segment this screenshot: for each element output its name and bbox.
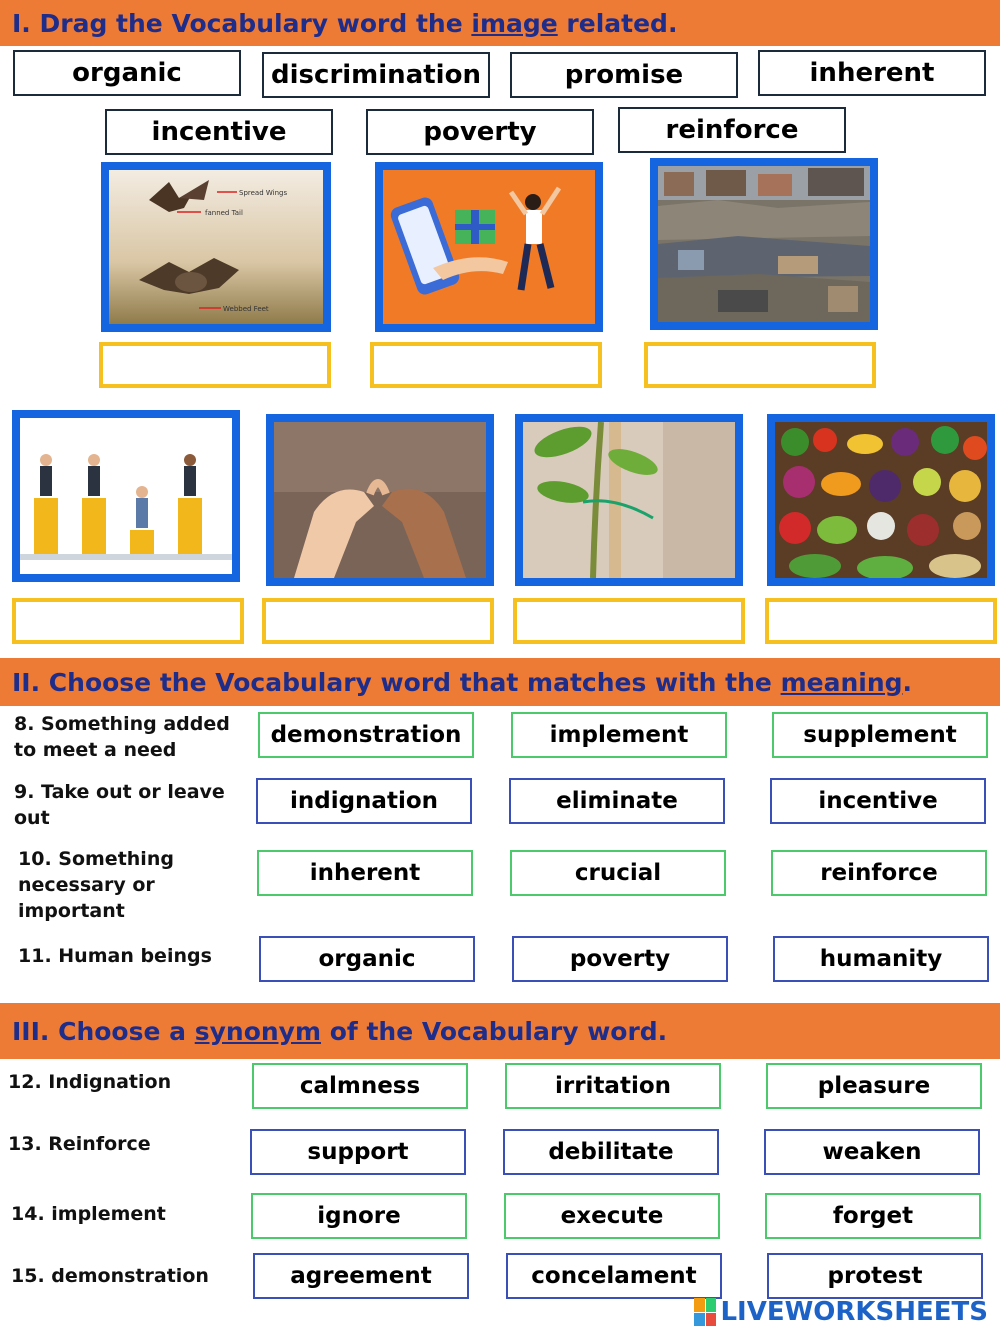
section-1-title-prefix: I. Drag the Vocabulary word the <box>12 8 472 38</box>
q9-option-2[interactable]: eliminate <box>509 778 725 824</box>
bird-label-feet: Webbed Feet <box>223 305 269 313</box>
q10-option-1[interactable]: inherent <box>257 850 473 896</box>
q15-option-1[interactable]: agreement <box>253 1253 469 1299</box>
section-3-title-prefix: III. Choose a <box>12 1016 195 1046</box>
question-14-text: 14. implement <box>11 1203 166 1225</box>
q11-option-1[interactable]: organic <box>259 936 475 982</box>
section-2-title-prefix: II. Choose the Vocabulary word that matches with the <box>12 667 781 697</box>
section-2-title-suffix: . <box>902 667 913 697</box>
q10-option-3[interactable]: reinforce <box>771 850 987 896</box>
question-13-text: 13. Reinforce <box>8 1133 151 1155</box>
plant-stake-image <box>515 414 743 586</box>
drop-box-6[interactable] <box>513 598 745 644</box>
drop-box-2[interactable] <box>370 342 602 388</box>
q14-option-2[interactable]: execute <box>504 1193 720 1239</box>
section-2-header <box>0 658 1000 706</box>
q14-option-1[interactable]: ignore <box>251 1193 467 1239</box>
liveworksheets-mark-icon <box>694 1298 716 1326</box>
word-reinforce[interactable]: reinforce <box>618 107 846 153</box>
drop-box-7[interactable] <box>765 598 997 644</box>
word-organic[interactable]: organic <box>13 50 241 96</box>
question-11-text: 11. Human beings <box>18 945 212 967</box>
q13-option-3[interactable]: weaken <box>764 1129 980 1175</box>
q15-option-3[interactable]: protest <box>767 1253 983 1299</box>
q11-option-3[interactable]: humanity <box>773 936 989 982</box>
word-poverty[interactable]: poverty <box>366 109 594 155</box>
organic-vegetables-image <box>767 414 995 586</box>
q13-option-2[interactable]: debilitate <box>503 1129 719 1175</box>
drop-box-4[interactable] <box>12 598 244 644</box>
q8-option-1[interactable]: demonstration <box>258 712 474 758</box>
q12-option-1[interactable]: calmness <box>252 1063 468 1109</box>
drop-box-3[interactable] <box>644 342 876 388</box>
q12-option-3[interactable]: pleasure <box>766 1063 982 1109</box>
q14-option-3[interactable]: forget <box>765 1193 981 1239</box>
section-1-title-link: image <box>471 8 558 38</box>
word-incentive[interactable]: incentive <box>105 109 333 155</box>
q11-option-2[interactable]: poverty <box>512 936 728 982</box>
question-10-text: 10. Something necessary or important <box>18 848 174 922</box>
question-9-text: 9. Take out or leave out <box>14 781 225 829</box>
word-inherent[interactable]: inherent <box>758 50 986 96</box>
liveworksheets-logo-text: LIVEWORKSHEETS <box>720 1297 988 1327</box>
reward-gift-image <box>375 162 603 332</box>
question-12-text: 12. Indignation <box>8 1071 172 1093</box>
section-1-header <box>0 0 1000 46</box>
section-3-title-link: synonym <box>194 1016 322 1046</box>
q8-option-2[interactable]: implement <box>511 712 727 758</box>
question-8-text: 8. Something added to meet a need <box>14 713 230 761</box>
q9-option-1[interactable]: indignation <box>256 778 472 824</box>
bird-label-tail: fanned Tail <box>205 209 243 217</box>
section-2-title-link: meaning <box>780 667 903 697</box>
bird-diagram-image <box>101 162 331 332</box>
q9-option-3[interactable]: incentive <box>770 778 986 824</box>
q13-option-1[interactable]: support <box>250 1129 466 1175</box>
q12-option-2[interactable]: irritation <box>505 1063 721 1109</box>
section-3-title-suffix: of the Vocabulary word. <box>321 1016 668 1046</box>
bird-label-wings: Spread Wings <box>239 189 288 197</box>
section-3-header <box>0 1003 1000 1059</box>
slum-poverty-image <box>650 158 878 330</box>
inequality-coins-image <box>12 410 240 582</box>
drop-box-5[interactable] <box>262 598 494 644</box>
q15-option-2[interactable]: concelament <box>506 1253 722 1299</box>
word-promise[interactable]: promise <box>510 52 738 98</box>
question-15-text: 15. demonstration <box>11 1265 209 1287</box>
liveworksheets-logo <box>694 1297 988 1327</box>
drop-box-1[interactable] <box>99 342 331 388</box>
section-1-title-suffix: related. <box>557 8 678 38</box>
q10-option-2[interactable]: crucial <box>510 850 726 896</box>
q8-option-3[interactable]: supplement <box>772 712 988 758</box>
word-discrimination[interactable]: discrimination <box>262 52 490 98</box>
pinky-promise-image <box>266 414 494 586</box>
